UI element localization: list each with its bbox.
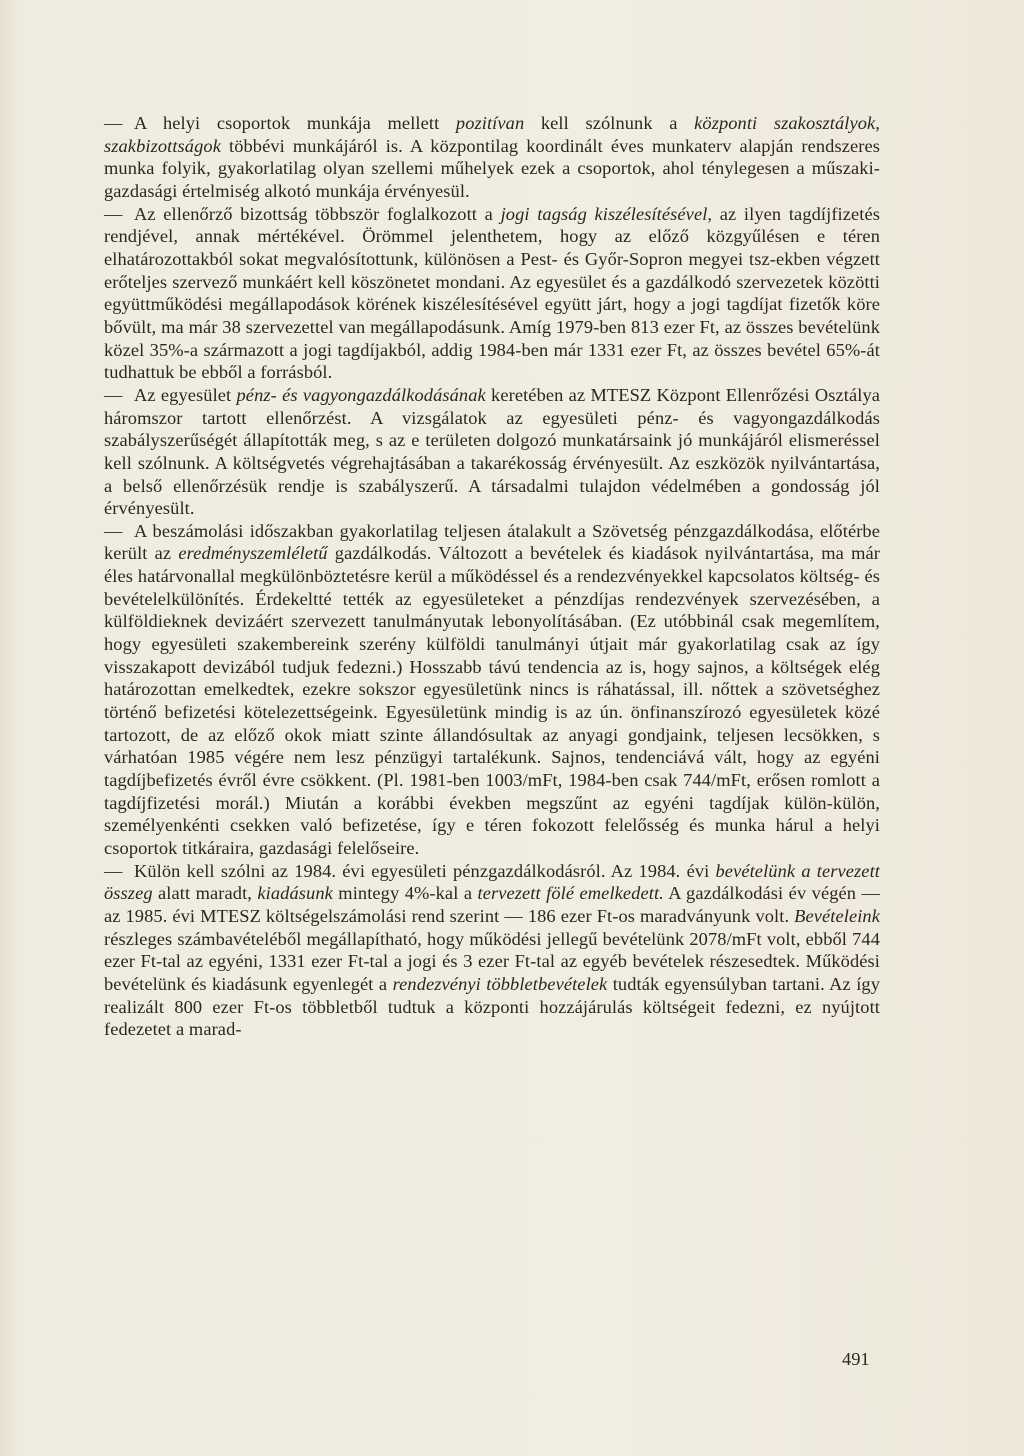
italic-text: rendezvényi többletbevételek (392, 973, 608, 994)
italic-text: központi szakosztályok, szakbizottságok (104, 113, 880, 156)
text-run: részleges számbavételéből megállapítható, hogy működési jellegű bevételünk 2078/mFt volt, ebből 744 ezer Ft-tal az egyéni, 1331 ezer Ft-tal a jogi és 3 ezer Ft-tal az egyéb bevételek részesedtek. Működési bevételünk és kiadásunk egyenlegét a (104, 928, 880, 994)
text-run: keretében az MTESZ Központ Ellenrőzési Osztálya háromszor tartott ellenőrzést. A vizsgálatok az egyesületi pénz- és vagyongazdálkodás szabályszerűségét állapították meg, s az e területen dolgozó munkatársaink jó munkájáról elismeréssel kell szólnunk. A költségvetés végrehajtásában a takarékosság érvényesült. Az eszközök nyilvántartása, a belső ellenőrzésük rendje is szabályszerű. A társadalmi tulajdon védelmében a gondosság jól érvényesült. (104, 384, 881, 519)
italic-text: bevételünk a tervezett összeg (104, 860, 880, 904)
paragraph-4 (104, 520, 880, 860)
paragraph-1 (104, 112, 880, 203)
italic-text: kiadásunk (257, 883, 333, 904)
text-run: többévi munkájáról is. A központilag koordinált éves munkaterv alapján rendszeres munka folyik, gyakorlatilag olyan szellemi műhelyek ezek a csoportok, ahol ténylegesen a műszaki-gazdasági értelmiség alkotó munkája érvényesül. (104, 135, 880, 201)
text-run: tudták egyensúlyban tartani. Az így realizált 800 ezer Ft-os többletből tudtuk a központi hozzájárulás költségeit fedezni, ez nyújtott fedezetet a marad- (104, 973, 880, 1040)
text-run: A helyi csoportok munkája mellett (134, 113, 456, 133)
text-run: alatt maradt, (152, 883, 258, 904)
text-run: gazdálkodás. Változott a bevételek és kiadások nyilvántartása, ma már éles határvonallal megkülönböztetésre kerül a működéssel és a rendezvényekkel kapcsolatos költség- és bevételelkülönítés. Érdekeltté tették az egyesületeket a pénzdíjas rendezvények szervezésében, a külföldieknek devizáért szervezett tanulmányutak lebonyolításában. (Ez utóbbinál csak megemlítem, hogy egyesületi szakembereink szerény külföldi tanulmányi útjait már gyakorlatilag csak az így visszakapott devizából tudjuk fedezni.) Hosszabb távú tendencia az is, hogy sajnos, a költségek elég határozottan emelkedtek, ezekre sokszor egyesületünk nincs is ráhatással, ill. nőttek a szövetséghez történő befizetési kötelezettségeink. Egyesületünk mindig is az ún. önfinanszírozó egyesületek közé tartozott, de az előző okok miatt szinte állandósultak az anyagi gondjaink, teljesen lecsökken, s várhatóan 1985 végére nem lesz pénzügyi tartalékunk. Sajnos, tendenciává vált, hogy az egyéni tagdíjbefizetés évről évre csökkent. (Pl. 1981-ben 1003/mFt, 1984-ben csak 744/mFt, erősen romlott a tagdíjfizetési morál.) Miután a korábbi években megszűnt az egyéni tagdíjak külön-külön, személyenkénti csekken való befizetése, így e téren fokozott felelősség és munka hárul a helyi csoportok titkáraira, gazdasági felelőseire. (104, 543, 881, 858)
italic-text: eredményszemléletű (178, 543, 328, 564)
page-number: 491 (842, 1349, 870, 1369)
paragraph-dash: — (104, 203, 123, 224)
body-text (104, 112, 880, 1041)
text-run: Külön kell szólni az 1984. évi egyesületi pénzgazdálkodásról. Az 1984. évi (134, 860, 716, 881)
text-run: az ilyen tagdíjfizetés rendjével, annak mértékével. Örömmel jelenthetem, hogy az előző közgyűlésen e téren elhatározottakból sokat megvalósítottunk, különösen a Pest- és Győr-Sopron megyei tsz-ekben végzett erőteljes szervező munkáért kell köszönetet mondani. Az egyesület és a gazdálkodó szervezetek közötti együttműködési megállapodások körének kiszélesítésével együtt járt, hogy a jogi tagdíjat fizetők köre bővült, ma már 38 szervezettel van megállapodásunk. Amíg 1979-ben 813 ezer Ft, az összes bevételünk közel 35%-a származott a jogi tagdíjakból, addig 1984-ben már 1331 ezer Ft, az összes bevétel 65%-át tudhattuk be ebből a forrásból. (104, 203, 881, 383)
paragraph-dash: — (104, 860, 123, 881)
italic-text: jogi tagság kiszélesítésével, (500, 203, 713, 224)
text-run: A gazdálkodási év végén — az 1985. évi MTESZ költségelszámolási rend szerint — 186 ezer Ft-os maradványunk volt. (104, 883, 880, 926)
paragraph-5 (104, 860, 880, 1041)
text-run: A beszámolási időszakban gyakorlatilag teljesen átalakult a Szövetség pénzgazdálkodása, előtérbe került az (104, 520, 880, 564)
italic-text: pozitívan (455, 113, 525, 133)
italic-text: tervezett fölé emelkedett. (477, 883, 664, 904)
italic-text: pénz- és vagyongazdálkodásának (236, 384, 486, 405)
italic-text: Bevételeink (794, 905, 880, 926)
paragraph-dash: — (104, 520, 123, 541)
text-run: mintegy 4%-kal a (332, 883, 478, 904)
paragraph-3 (104, 384, 880, 520)
text-run: Az egyesület (134, 384, 237, 405)
paragraph-dash: — (104, 113, 123, 133)
text-run: kell szólnunk a (524, 113, 695, 133)
paragraph-2 (104, 203, 880, 384)
text-run: Az ellenőrző bizottság többször foglalkozott a (134, 203, 501, 224)
paragraph-dash: — (104, 384, 123, 405)
